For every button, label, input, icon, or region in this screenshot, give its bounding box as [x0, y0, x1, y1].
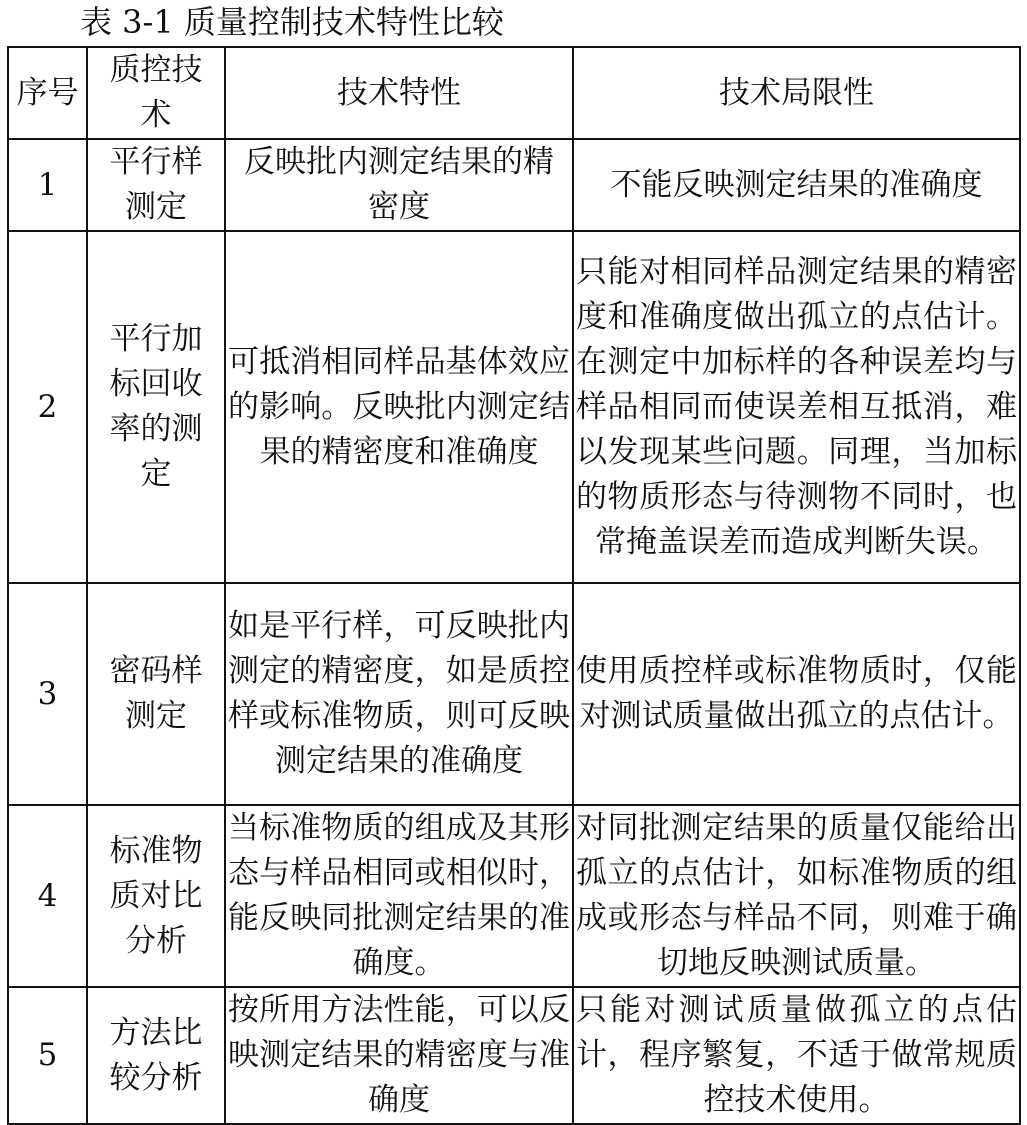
header-technique: 质控技术 — [87, 47, 225, 139]
cell-features: 如是平行样，可反映批内测定的精密度，如是质控样或标准物质，则可反映测定结果的准确度 — [225, 583, 573, 805]
cell-technique: 方法比较分析 — [87, 987, 225, 1124]
cell-features: 当标准物质的组成及其形态与样品相同或相似时，能反映同批测定结果的准确度。 — [225, 805, 573, 987]
table-row — [8, 987, 1020, 1124]
cell-features: 反映批内测定结果的精密度 — [225, 139, 573, 231]
table-row — [8, 231, 1020, 583]
cell-limitations: 使用质控样或标准物质时，仅能对测试质量做出孤立的点估计。 — [573, 583, 1020, 805]
cell-no: 3 — [8, 583, 87, 805]
header-limitations: 技术局限性 — [573, 47, 1020, 139]
table-row — [8, 583, 1020, 805]
table-row — [8, 139, 1020, 231]
cell-technique: 平行加标回收率的测定 — [87, 231, 225, 583]
table-header-row — [8, 47, 1020, 139]
cell-no: 4 — [8, 805, 87, 987]
quality-control-comparison-table — [7, 46, 1021, 1125]
cell-limitations: 对同批测定结果的质量仅能给出孤立的点估计，如标准物质的组成或形态与样品不同，则难于确切地反映测试质量。 — [573, 805, 1020, 987]
cell-no: 1 — [8, 139, 87, 231]
table-caption: 表 3-1 质量控制技术特性比较 — [80, 3, 504, 41]
header-no: 序号 — [8, 47, 87, 139]
header-features: 技术特性 — [225, 47, 573, 139]
cell-limitations: 不能反映测定结果的准确度 — [573, 139, 1020, 231]
cell-technique: 密码样测定 — [87, 583, 225, 805]
cell-no: 2 — [8, 231, 87, 583]
cell-limitations: 只能对相同样品测定结果的精密度和准确度做出孤立的点估计。在测定中加标样的各种误差均与样品相同而使误差相互抵消，难以发现某些问题。同理，当加标的物质形态与待测物不同时，也常掩盖误差而造成判断失误。 — [573, 231, 1020, 583]
cell-limitations: 只能对测试质量做孤立的点估计，程序繁复，不适于做常规质控技术使用。 — [573, 987, 1020, 1124]
table-row — [8, 805, 1020, 987]
cell-technique: 标准物质对比分析 — [87, 805, 225, 987]
cell-features: 可抵消相同样品基体效应的影响。反映批内测定结果的精密度和准确度 — [225, 231, 573, 583]
cell-technique: 平行样测定 — [87, 139, 225, 231]
cell-no: 5 — [8, 987, 87, 1124]
cell-features: 按所用方法性能，可以反映测定结果的精密度与准确度 — [225, 987, 573, 1124]
